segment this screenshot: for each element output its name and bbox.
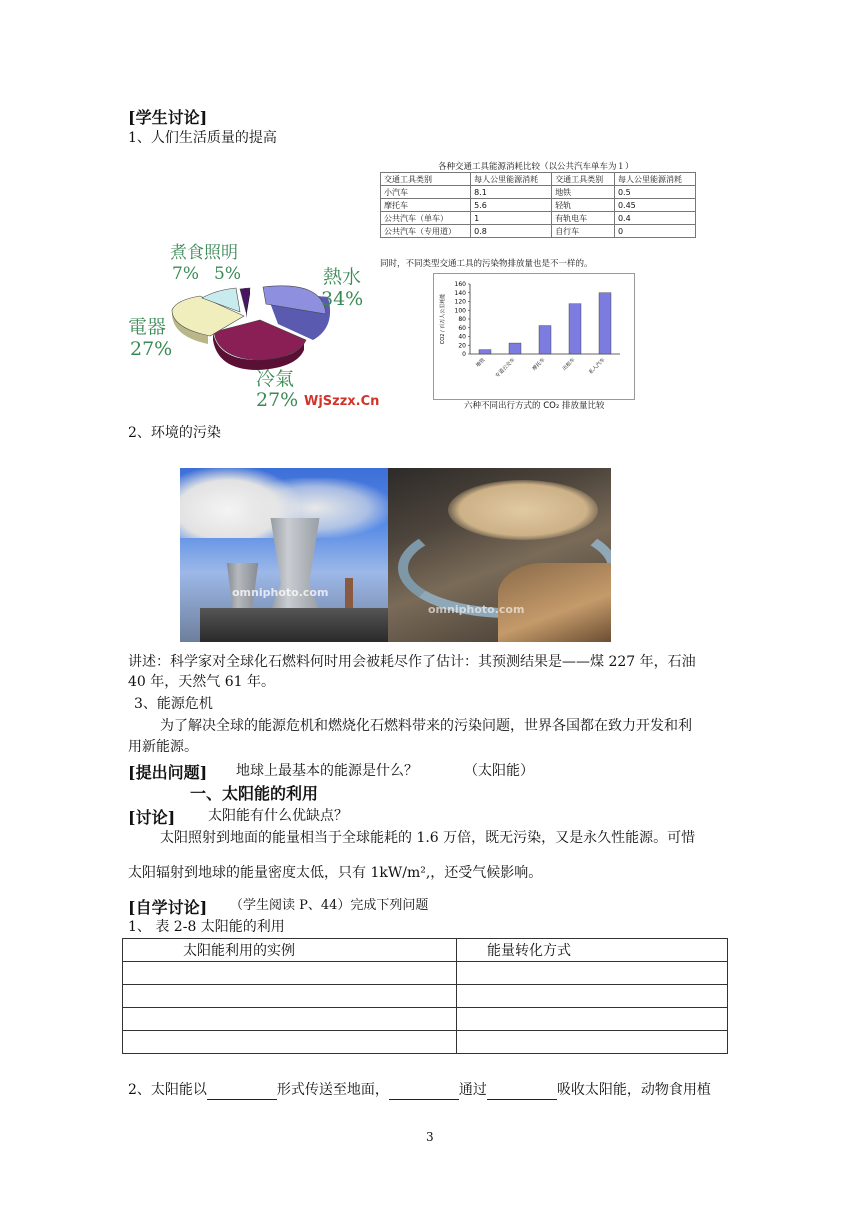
table-cell[interactable]	[123, 1031, 457, 1054]
table-row	[123, 962, 728, 985]
y-tick-label: 100	[454, 307, 466, 315]
bar	[599, 293, 611, 354]
household-energy-pie-chart	[128, 232, 388, 412]
bar-chart-svg	[434, 274, 634, 399]
y-axis-label: CO2 / 百万人公里耗能	[440, 293, 446, 345]
table-cell: 0.4	[614, 212, 695, 225]
fill-text-d: 吸收太阳能，动物食用植	[556, 1082, 711, 1098]
table-cell[interactable]	[123, 985, 457, 1008]
y-tick-label: 0	[462, 351, 466, 358]
pie-label-cooling: 冷氣	[256, 368, 295, 390]
table-cell: 0.8	[471, 225, 552, 238]
narration-line-1: 讲述：科学家对全球化石燃料何时用会被耗尽作了估计：其预测结果是——煤 227 年，石油	[128, 654, 696, 670]
y-tick-label: 20	[458, 342, 466, 350]
river-pollution-photo	[388, 468, 611, 642]
table-cell: 5.6	[471, 199, 552, 212]
item-1-text: 1、人们生活质量的提高	[128, 130, 277, 146]
question-label: [提出问题]	[128, 763, 208, 782]
y-tick-label: 120	[454, 298, 466, 306]
table-cell[interactable]	[457, 985, 728, 1008]
energy-table-title: 各种交通工具能源消耗比较（以公共汽车单车为１）	[438, 162, 634, 172]
table-cell[interactable]	[457, 962, 728, 985]
fill-text-a: 2、太阳能以	[128, 1082, 207, 1098]
table-cell: 自行车	[552, 225, 615, 238]
fill-in-line	[128, 1080, 711, 1100]
fill-blank[interactable]	[487, 1085, 557, 1100]
table-cell: 轻轨	[552, 199, 615, 212]
table-header-cell: 太阳能利用的实例	[123, 939, 457, 962]
fill-blank[interactable]	[207, 1085, 277, 1100]
table-row	[381, 186, 696, 199]
photo-watermark: omniphoto.com	[428, 603, 525, 616]
table-cell: 地铁	[552, 186, 615, 199]
bar	[509, 343, 521, 354]
table-header-cell: 交通工具类别	[552, 173, 615, 186]
item-3-text: 3、能源危机	[134, 696, 213, 712]
y-tick-label: 60	[458, 324, 466, 332]
table-cell: 8.1	[471, 186, 552, 199]
bar	[569, 304, 581, 354]
pollution-note: 同时，不同类型交通工具的污染物排放量也是不一样的。	[380, 259, 593, 269]
table-cell: 摩托车	[381, 199, 471, 212]
table-row	[123, 1008, 728, 1031]
fill-text-b: 形式传送至地面，	[276, 1082, 389, 1098]
table-row	[123, 985, 728, 1008]
table-cell: 有轨电车	[552, 212, 615, 225]
page-number: 3	[426, 1130, 434, 1144]
table-cell: 0.45	[614, 199, 695, 212]
pie-label-appliance: 電器	[128, 316, 167, 338]
table-cell: 0.5	[614, 186, 695, 199]
energy-consumption-table	[380, 172, 696, 238]
cooling-tower-photo	[180, 468, 388, 642]
discuss-text: 太阳能有什么优缺点？	[208, 808, 348, 824]
question-text: 地球上最基本的能源是什么？	[236, 763, 418, 779]
table-cell: 1	[471, 212, 552, 225]
table-header-cell: 能量转化方式	[457, 939, 728, 962]
y-tick-label: 140	[454, 289, 466, 297]
pie-label-appliance-pct: 27%	[130, 338, 173, 360]
table-row	[123, 1031, 728, 1054]
x-tick-label: 专道公交车	[494, 357, 517, 380]
table-header-cell: 每人公里能源消耗	[471, 173, 552, 186]
bar	[539, 326, 551, 354]
table-header-cell: 交通工具类别	[381, 173, 471, 186]
table-header-row	[123, 939, 728, 962]
pie-label-cooking-pct: 7%	[172, 264, 199, 284]
table-cell: 公共汽车（单车）	[381, 212, 471, 225]
pie-label-hotwater: 熱水	[323, 266, 362, 288]
table-header-cell: 每人公里能源消耗	[614, 173, 695, 186]
table-cell[interactable]	[123, 962, 457, 985]
solar-paragraph-line-1: 太阳照射到地面的能量相当于全球能耗的 1.6 万倍，既无污染，又是永久性能源。可惜	[160, 830, 696, 846]
x-tick-label: 私人汽车	[588, 357, 607, 376]
solar-utilization-table	[122, 938, 728, 1054]
pie-label-lighting-pct: 5%	[214, 264, 241, 284]
pie-label-cooking-lighting: 煮食照明	[170, 243, 238, 263]
fill-text-c: 通过	[458, 1082, 487, 1098]
crisis-paragraph-line-1: 为了解决全球的能源危机和燃烧化石燃料带来的污染问题，世界各国都在致力开发和利	[160, 718, 692, 734]
fill-blank[interactable]	[389, 1085, 459, 1100]
section-heading-student-discussion: [学生讨论]	[128, 108, 208, 127]
table-cell[interactable]	[457, 1008, 728, 1031]
table-cell: 小汽车	[381, 186, 471, 199]
table-row	[381, 225, 696, 238]
co2-bar-chart	[433, 273, 635, 400]
watermark-text: WjSzzx.Cn	[304, 394, 380, 409]
photo-watermark: omniphoto.com	[232, 586, 329, 599]
y-tick-label: 40	[458, 333, 466, 341]
discuss-label: [讨论]	[128, 808, 176, 827]
table-cell: 公共汽车（专用道）	[381, 225, 471, 238]
bar	[479, 350, 491, 354]
x-tick-label: 出租车	[561, 357, 577, 373]
table-cell[interactable]	[457, 1031, 728, 1054]
table-row	[381, 199, 696, 212]
item-2-text: 2、环境的污染	[128, 425, 221, 441]
x-tick-label: 地铁	[475, 357, 487, 369]
y-tick-label: 80	[458, 316, 466, 323]
narration-line-2: 40 年，天然气 61 年。	[128, 674, 275, 690]
pie-label-cooling-pct: 27%	[256, 389, 299, 411]
x-tick-label: 摩托车	[531, 357, 547, 373]
self-discuss-text: （学生阅读 P、44）完成下列问题	[230, 898, 429, 913]
pie-label-hotwater-pct: 34%	[321, 288, 364, 310]
y-tick-label: 160	[454, 281, 466, 288]
table-row	[381, 212, 696, 225]
crisis-paragraph-line-2: 用新能源。	[128, 739, 198, 755]
solar-paragraph-line-2: 太阳辐射到地球的能量密度太低，只有 1kW/m²,，还受气候影响。	[128, 865, 543, 881]
table-header-row	[381, 173, 696, 186]
question-answer: （太阳能）	[464, 763, 534, 779]
table-caption: 1、 表 2-8 太阳能的利用	[128, 919, 285, 935]
self-discuss-label: [自学讨论]	[128, 898, 208, 917]
table-cell: 0	[614, 225, 695, 238]
table-cell[interactable]	[123, 1008, 457, 1031]
section-title-solar: 一、太阳能的利用	[190, 784, 319, 803]
bar-chart-title: 六种不同出行方式的 CO₂ 排放量比较	[464, 401, 605, 411]
